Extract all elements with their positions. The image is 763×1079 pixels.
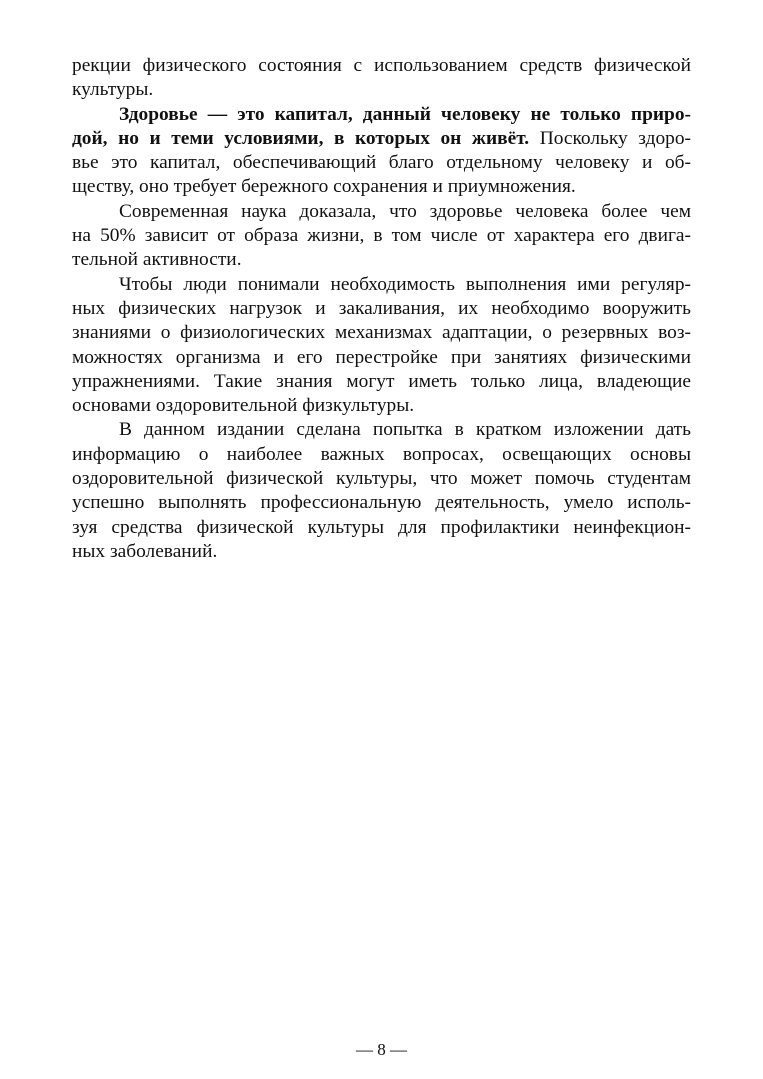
text-line: на 50% зависит от образа жизни, в том числе от характера его двига-: [72, 225, 691, 247]
text-line: информацию о наиболее важных вопросах, освещающих основы: [72, 443, 691, 465]
text-line: ных заболеваний.: [72, 540, 218, 562]
text-line: Современная наука доказала, что здоровье человека более чем: [119, 200, 691, 222]
page-body: [72, 54, 691, 564]
bold-text-line: Здоровье — это капитал, данный человеку не только приро-: [119, 103, 691, 125]
text-line: Чтобы люди понимали необходимость выполнения ими регуляр-: [119, 273, 691, 295]
paragraph-5: [72, 418, 691, 564]
text-line: оздоровительной физической культуры, что может помочь студентам: [72, 468, 691, 490]
text-line: упражнениями. Такие знания могут иметь только лица, владеющие: [72, 370, 691, 392]
text-line: культуры.: [72, 79, 154, 101]
text-line: рекции физического состояния с использованием средств физической: [72, 55, 691, 76]
text-line: успешно выполнять профессиональную деятельность, умело исполь-: [72, 492, 691, 514]
text-fragment: Поскольку здоро-: [529, 127, 691, 149]
text-line: основами оздоровительной физкультуры.: [72, 395, 415, 417]
text-line: зуя средства физической культуры для профилактики неинфекцион-: [72, 516, 691, 538]
page-number: — 8 —: [356, 1040, 407, 1059]
paragraph-2: [72, 103, 691, 200]
paragraph-4: [72, 273, 691, 419]
paragraph-3: [72, 200, 691, 273]
text-line: тельной активности.: [72, 249, 242, 271]
bold-text-fragment: дой, но и теми условиями, в которых он живёт.: [72, 127, 530, 149]
text-line: можностях организма и его перестройке при занятиях физическими: [72, 346, 691, 368]
text-line: ществу, оно требует бережного сохранения и приумножения.: [72, 176, 576, 198]
text-line: вье это капитал, обеспечивающий благо отдельному человеку и об-: [72, 152, 691, 174]
paragraph-1: [72, 54, 691, 103]
text-line: ных физических нагрузок и закаливания, их необходимо вооружить: [72, 297, 691, 319]
text-line: В данном издании сделана попытка в кратком изложении дать: [119, 419, 691, 441]
mixed-text-line: [72, 127, 691, 151]
text-line: знаниями о физиологических механизмах адаптации, о резервных воз-: [72, 322, 691, 344]
